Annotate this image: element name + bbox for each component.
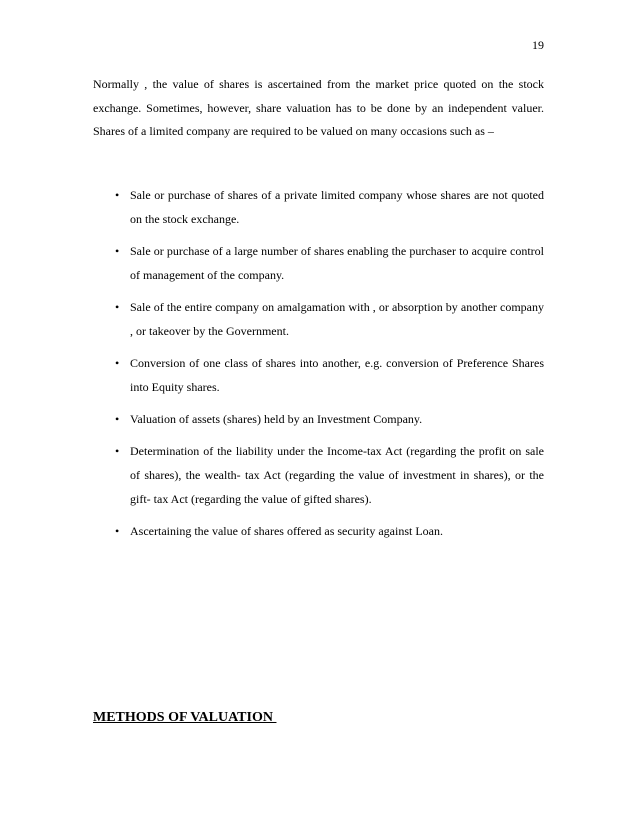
list-item-text: Ascertaining the value of shares offered as security against Loan. — [130, 524, 443, 538]
list-item-text: Conversion of one class of shares into another, e.g. conversion of Preference Shares into Equity shares. — [130, 356, 544, 394]
list-item — [93, 183, 544, 231]
bullet-icon: • — [115, 444, 120, 458]
list-item-text: Sale of the entire company on amalgamation with , or absorption by another company , or takeover by the Government. — [130, 300, 544, 338]
bullet-icon: • — [115, 524, 120, 538]
bullet-icon: • — [115, 300, 120, 314]
bullet-icon: • — [115, 412, 120, 426]
bullet-icon: • — [115, 188, 120, 202]
list-item-text: Determination of the liability under the Income-tax Act (regarding the profit on sale of shares), the wealth- tax Act (regarding the value of investment in shares), or the gift- tax Act (regarding the value of gifted shares). — [130, 444, 544, 506]
page-number: 19 — [532, 38, 544, 52]
list-item — [93, 351, 544, 399]
list-item-text: Sale or purchase of a large number of shares enabling the purchaser to acquire control of management of the company. — [130, 244, 544, 282]
list-item — [93, 239, 544, 287]
list-item — [93, 295, 544, 343]
bullet-icon: • — [115, 356, 120, 370]
list-item — [93, 407, 544, 431]
bullet-icon: • — [115, 244, 120, 258]
occasions-list — [93, 183, 544, 551]
list-item — [93, 519, 544, 543]
list-item-text: Valuation of assets (shares) held by an Investment Company. — [130, 412, 423, 426]
list-item — [93, 439, 544, 511]
list-item-text: Sale or purchase of shares of a private limited company whose shares are not quoted on the stock exchange. — [130, 188, 544, 226]
intro-paragraph: Normally , the value of shares is ascertained from the market price quoted on the stock exchange. Sometimes, however, share valuation has to be done by an independent valuer. Shares of a limited company are required to be valued on many occasions such as – — [93, 77, 544, 138]
section-heading: METHODS OF VALUATION — [93, 710, 277, 725]
